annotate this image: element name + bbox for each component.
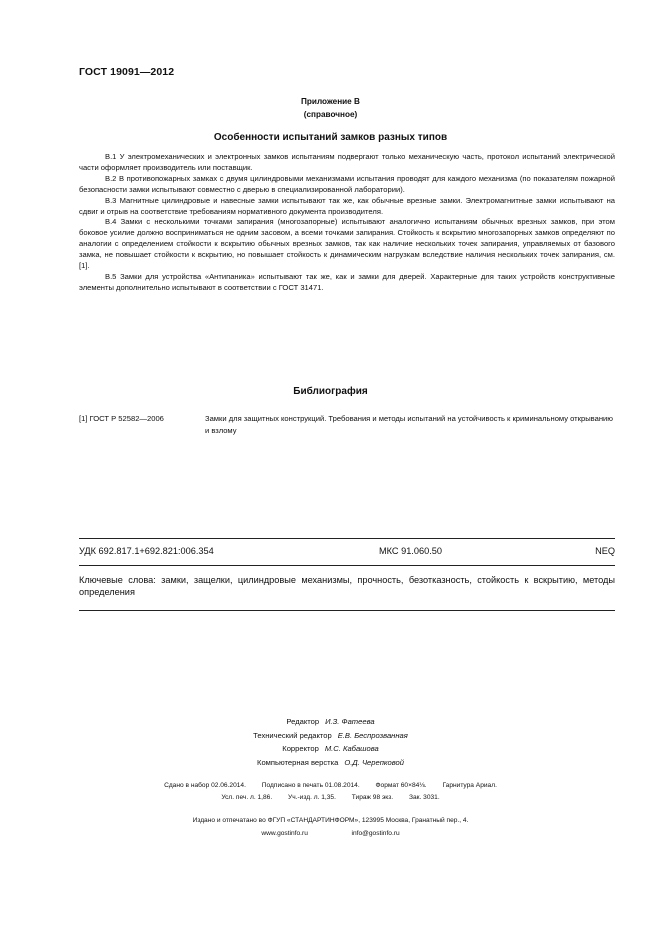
bibliography-text: Замки для защитных конструкций. Требования и методы испытаний на устойчивость к криминальному открыванию и взлому	[205, 414, 613, 435]
credit-proofreader	[0, 742, 661, 756]
credit-tech-editor	[0, 729, 661, 743]
section-title: Особенности испытаний замков разных типов	[213, 132, 448, 143]
equivalence-code: NEQ	[595, 546, 615, 556]
publisher-sheets: Уч.-изд. л. 1,35.	[288, 793, 336, 801]
credit-name: Е.В. Беспрозванная	[337, 730, 408, 740]
udk-code: УДК 692.817.1+692.821:006.354	[79, 546, 214, 556]
appendix-type: (справочное)	[303, 110, 358, 119]
credit-name: И.З. Фатеева	[325, 717, 375, 726]
signed-to-print: Подписано в печать 01.08.2014.	[261, 782, 360, 789]
publisher-contacts	[0, 827, 661, 840]
bibliography-ref: [1] ГОСТ Р 52582—2006	[79, 414, 164, 423]
bibliography-title: Библиография	[293, 386, 368, 397]
section-body	[79, 152, 615, 294]
bottom-divider	[79, 610, 615, 611]
mks-code: МКС 91.060.50	[379, 546, 442, 556]
standard-id-header: ГОСТ 19091—2012	[79, 66, 175, 78]
classification-row	[79, 546, 615, 560]
credit-role: Корректор	[282, 744, 319, 754]
paper-format: Формат 60×84⅛.	[375, 782, 427, 789]
credit-role: Редактор	[286, 717, 320, 726]
publisher-block	[0, 814, 661, 840]
credit-editor	[0, 715, 661, 729]
paragraph-b4: В.4 Замки с несколькими точками запирания (многозапорные) испытывают аналогично испытаниям обычных врезных замков, при этом боковое усилие должно восприниматься не одним засовом, а всеми точками запирания. Стойкость к вскрытию многозапорных замков определяют по аналогии с определением стойкости к вскрытию обычных врезных замков, так как наличие нескольких точек запирания, управляемых от базового замка, не повышает стойкости к вскрытию, но повышает стойкость к динамическим нагрузкам вследствие наличия нескольких точек запирания, см. [1].	[79, 217, 615, 271]
credit-layout	[0, 756, 661, 770]
credit-role: Технический редактор	[253, 730, 332, 740]
credit-role: Компьютерная верстка	[257, 757, 339, 767]
middle-divider	[79, 565, 615, 566]
paragraph-b1: В.1 У электромеханических и электронных замков испытаниям подвергают только механическую часть, протокол испытаний электрической части оформляет производитель или поставщик.	[79, 152, 615, 172]
paragraph-b5: В.5 Замки для устройства «Антипаника» испытывают так же, как и замки для дверей. Характерные для таких устройств конструктивные элементы дополнительно испытывают в соответствии с ГОСТ 31471.	[79, 271, 615, 292]
credits-block	[0, 715, 661, 769]
print-imprint	[0, 780, 661, 803]
circulation: Тираж 98 экз.	[351, 793, 394, 801]
credit-name: О.Д. Черепковой	[344, 757, 404, 767]
publisher-line: Издано и отпечатано во ФГУП «СТАНДАРТИНФОРМ», 123995 Москва, Гранатный пер., 4.	[192, 817, 469, 824]
keywords: Ключевые слова: замки, защелки, цилиндровые механизмы, прочность, безотказность, стойкость к вскрытию, методы определения	[79, 575, 615, 597]
imprint-line-1	[0, 780, 661, 792]
order-number: Зак. 3031.	[408, 793, 440, 801]
sent-to-set: Сдано в набор 02.06.2014.	[164, 782, 246, 789]
publisher-website: www.gostinfo.ru	[261, 830, 308, 837]
typeface: Гарнитура Ариал.	[442, 782, 497, 789]
publisher-email: info@gostinfo.ru	[351, 830, 400, 837]
top-divider	[79, 538, 615, 539]
bibliography-entry	[79, 413, 615, 437]
credit-name: М.С. Кабашова	[324, 744, 379, 754]
print-sheets: Усл. печ. л. 1,86.	[221, 793, 273, 801]
paragraph-b2: В.2 В противопожарных замках с двумя цилиндровыми механизмами испытания проводят для каждого механизма (по показателям пожарной безопасности замки испытывают совместно с дверью в специализированной лаборатории).	[79, 173, 615, 194]
imprint-line-2	[0, 792, 661, 804]
paragraph-b3: В.3 Магнитные цилиндровые и навесные замки испытывают так же, как обычные врезные замки. Электромагнитные замки испытывают на сдвиг и отрыв на соответствие требованиям нормативного документа производителя.	[79, 195, 615, 216]
appendix-label: Приложение В	[301, 97, 360, 106]
